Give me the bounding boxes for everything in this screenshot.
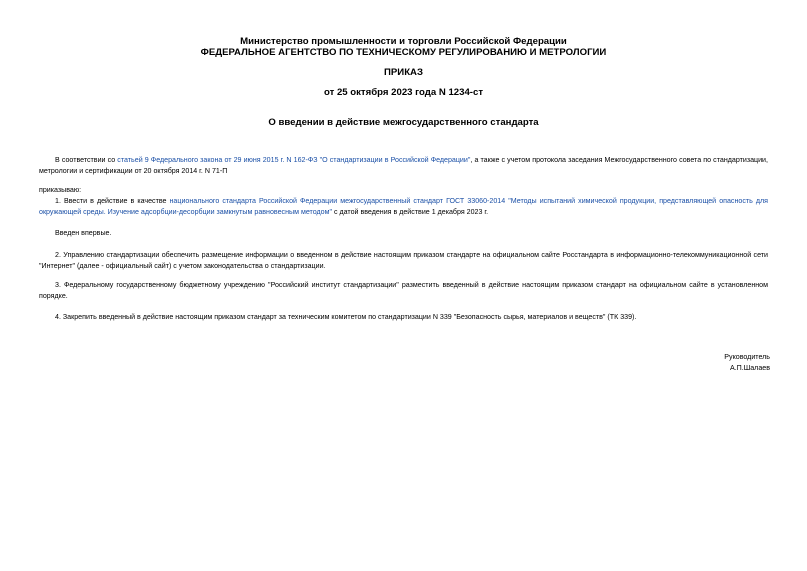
order-directive: приказываю: <box>39 186 82 194</box>
clause-4-paragraph: 4. Закрепить введенный в действие настоящим приказом стандарт за техническим комитетом по стандартизации N 339 "Безопасность сырья, материалов и веществ" (ТК 339). <box>55 313 637 321</box>
order-subject: О введении в действие межгосударственного стандарта <box>268 117 539 128</box>
signatory-title: Руководитель <box>724 353 770 361</box>
preamble-suffix: , а также с учетом протокола заседания Межгосударственного совета по стандартизации, метрологии и сертификации от 20 октября 2014 г. N 71-П <box>39 156 768 175</box>
ministry-name: Министерство промышленности и торговли Российской Федерации <box>240 36 567 47</box>
signatory-name: А.П.Шалаев <box>729 364 770 372</box>
agency-name: ФЕДЕРАЛЬНОЕ АГЕНТСТВО ПО ТЕХНИЧЕСКОМУ РЕГУЛИРОВАНИЮ И МЕТРОЛОГИИ <box>200 47 607 58</box>
standard-link[interactable]: национального стандарта Российской Федерации межгосударственный стандарт ГОСТ 33060-2014 "Методы испытаний химической продукции, представляющей опасность для окружающей среды. Изучение адсорбции-десорбции замкнутым равновесным методом" <box>39 197 768 216</box>
clause-1-suffix: с датой введения в действие 1 декабря 2023 г. <box>331 208 489 216</box>
clause-3-paragraph: 3. Федеральному государственному бюджетному учреждению "Российский институт стандартизации" разместить введенный в действие настоящим приказом стандарт на официальном сайте в установленном порядке. <box>39 281 768 300</box>
first-introduced-note: Введен впервые. <box>55 229 112 237</box>
federal-law-link[interactable]: статьей 9 Федерального закона от 29 июня 2015 г. N 162-ФЗ "О стандартизации в Российской Федерации" <box>117 156 471 164</box>
order-date: от 25 октября 2023 года N 1234-ст <box>323 87 484 98</box>
clause-2-paragraph: 2. Управлению стандартизации обеспечить размещение информации о введенном в действие настоящим приказом стандарте на официальном сайте Росстандарта в информационно-телекоммуникационной сети "Интернет" (далее - официальный сайт) с учетом законодательства о стандартизации. <box>39 251 768 270</box>
clause-1-paragraph <box>39 196 768 218</box>
preamble-paragraph <box>39 155 768 177</box>
clause-1-prefix: 1. Ввести в действие в качестве <box>55 197 170 205</box>
preamble-prefix: В соответствии со <box>55 156 118 164</box>
order-title: ПРИКАЗ <box>384 67 423 78</box>
